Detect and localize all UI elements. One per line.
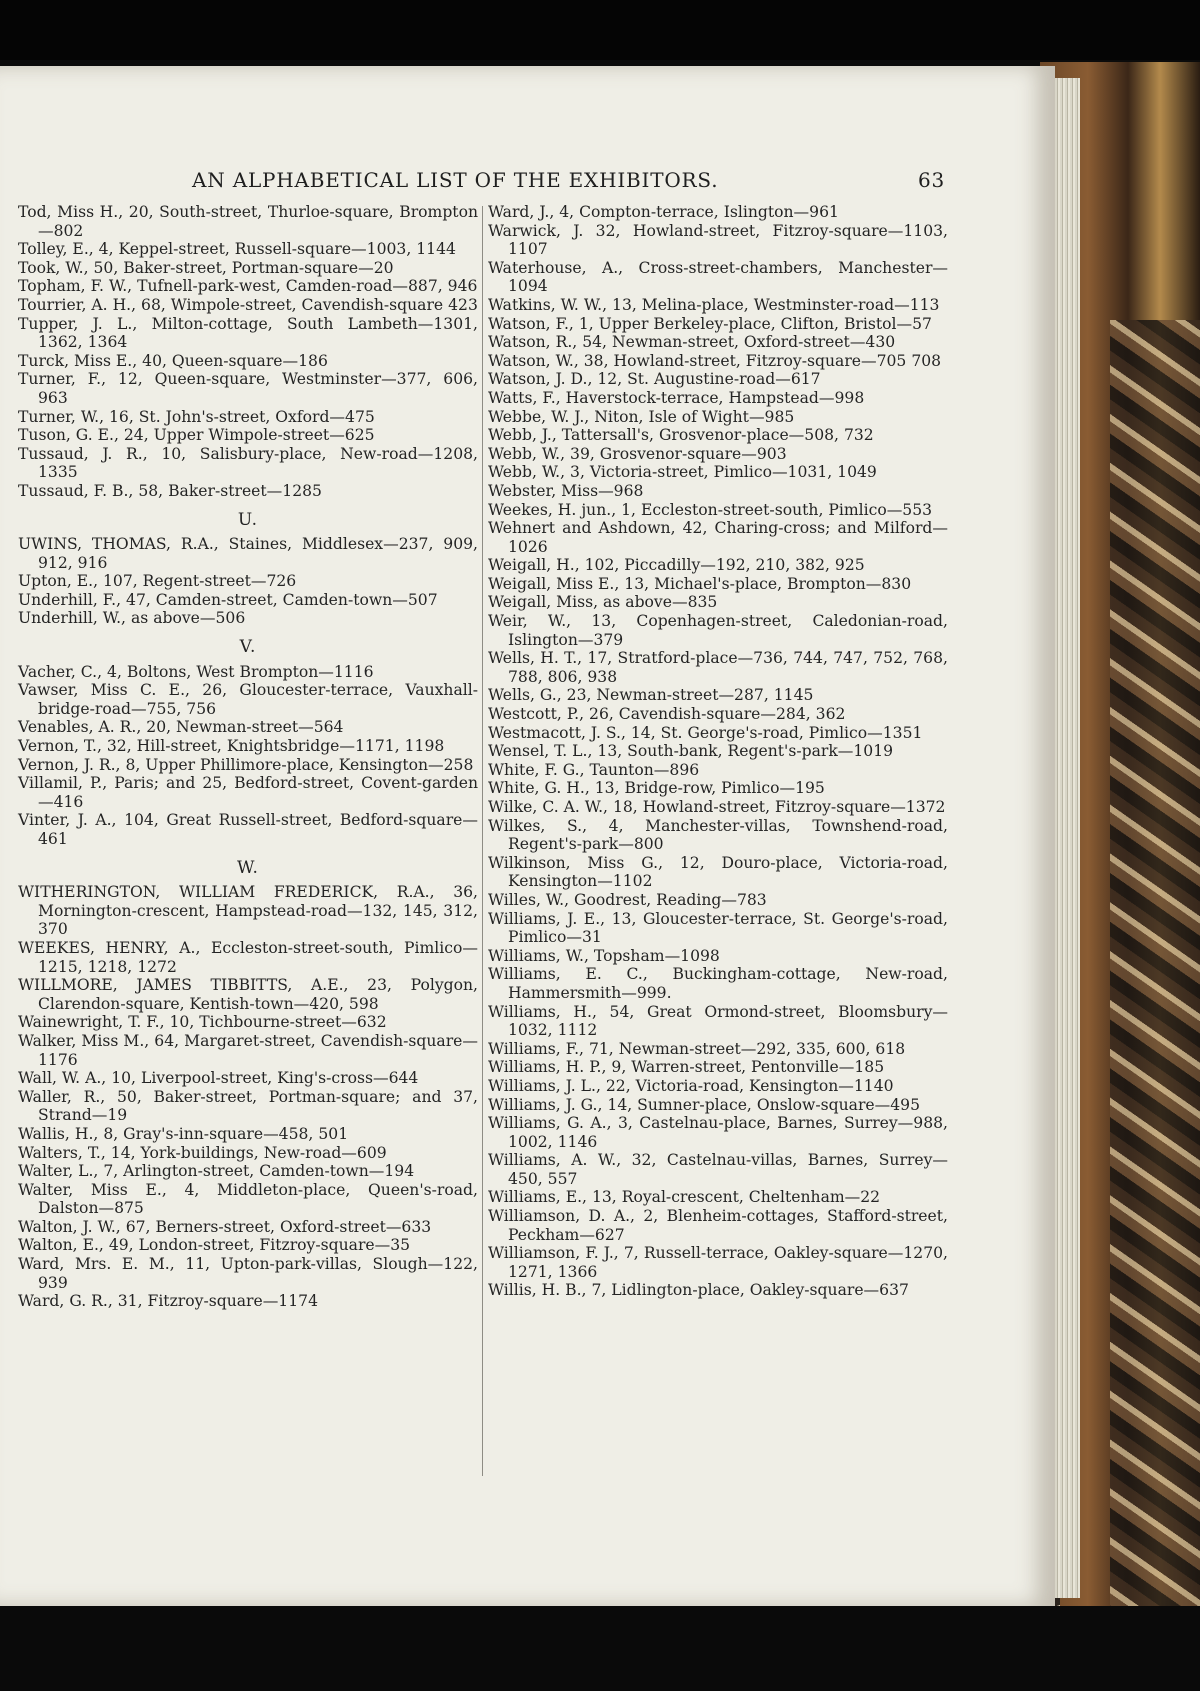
exhibitor-entry: Webb, W., 3, Victoria-street, Pimlico—1031, 1049 bbox=[488, 463, 877, 482]
exhibitor-entry: Watts, F., Haverstock-terrace, Hampstead—998 bbox=[488, 388, 865, 407]
exhibitor-entry: Vacher, C., 4, Boltons, West Brompton—1116 bbox=[18, 662, 374, 681]
exhibitor-entry: Vernon, J. R., 8, Upper Phillimore-place, Kensington—258 bbox=[18, 755, 474, 774]
exhibitor-entry: Vinter, J. A., 104, Great Russell-street, Bedford-square—461 bbox=[18, 811, 478, 848]
exhibitor-entry: Waller, R., 50, Baker-street, Portman-square; and 37, Strand—19 bbox=[18, 1087, 478, 1125]
exhibitor-entry: Williamson, D. A., 2, Blenheim-cottages, Stafford-street, Peckham—627 bbox=[488, 1207, 948, 1244]
exhibitor-entry: Watson, J. D., 12, St. Augustine-road—617 bbox=[488, 370, 821, 389]
entries-v bbox=[18, 663, 478, 849]
exhibitor-entry: Tussaud, J. R., 10, Salisbury-place, New-road—1208, 1335 bbox=[18, 444, 478, 482]
exhibitor-entry: WITHERINGTON, WILLIAM FREDERICK, R.A., 36, Mornington-crescent, Hampstead-road—132, 145, 312, 370 bbox=[18, 883, 478, 939]
exhibitor-entry: Weigall, Miss E., 13, Michael's-place, Brompton—830 bbox=[488, 574, 912, 593]
exhibitor-entry: Webbe, W. J., Niton, Isle of Wight—985 bbox=[488, 407, 795, 426]
exhibitor-entry: Wilkes, S., 4, Manchester-villas, Townshend-road, Regent's-park—800 bbox=[488, 816, 948, 854]
exhibitor-entry: Wilke, C. A. W., 18, Howland-street, Fitzroy-square—1372 bbox=[488, 798, 946, 816]
exhibitor-entry: Walker, Miss M., 64, Margaret-street, Cavendish-square—1176 bbox=[18, 1031, 478, 1069]
exhibitor-entry: Williams, F., 71, Newman-street—292, 335, 600, 618 bbox=[488, 1039, 906, 1058]
page-title: AN ALPHABETICAL LIST OF THE EXHIBITORS. bbox=[192, 168, 719, 192]
exhibitor-entry: Ward, G. R., 31, Fitzroy-square—1174 bbox=[18, 1292, 318, 1311]
exhibitor-entry: Williams, E., 13, Royal-crescent, Cheltenham—22 bbox=[488, 1188, 881, 1207]
exhibitor-entry: Turner, W., 16, St. John's-street, Oxford—475 bbox=[18, 407, 375, 426]
exhibitor-entry: Wall, W. A., 10, Liverpool-street, King's-cross—644 bbox=[18, 1069, 419, 1088]
exhibitor-entry: Wehnert and Ashdown, 42, Charing-cross; and Milford—1026 bbox=[488, 519, 948, 556]
exhibitor-entry: Underhill, W., as above—506 bbox=[18, 609, 246, 628]
exhibitor-entry: Williams, J. G., 14, Sumner-place, Onslow-square—495 bbox=[488, 1095, 921, 1114]
exhibitor-entry: Webb, W., 39, Grosvenor-square—903 bbox=[488, 444, 787, 463]
exhibitor-entry: Williams, H. P., 9, Warren-street, Pentonville—185 bbox=[488, 1058, 885, 1077]
exhibitor-entry: Weigall, Miss, as above—835 bbox=[488, 593, 718, 612]
exhibitor-entry: Underhill, F., 47, Camden-street, Camden-town—507 bbox=[18, 590, 438, 609]
exhibitor-entry: Willes, W., Goodrest, Reading—783 bbox=[488, 890, 767, 909]
exhibitor-entry: White, F. G., Taunton—896 bbox=[488, 760, 700, 779]
exhibitor-entry: Williams, W., Topsham—1098 bbox=[488, 946, 720, 965]
exhibitor-entry: Venables, A. R., 20, Newman-street—564 bbox=[18, 718, 344, 737]
exhibitor-entry: Westmacott, J. S., 14, St. George's-road, Pimlico—1351 bbox=[488, 723, 923, 742]
exhibitor-entry: Wells, G., 23, Newman-street—287, 1145 bbox=[488, 686, 814, 705]
exhibitor-entry: White, G. H., 13, Bridge-row, Pimlico—195 bbox=[488, 779, 825, 798]
exhibitor-entry: Warwick, J. 32, Howland-street, Fitzroy-square—1103, 1107 bbox=[488, 221, 948, 259]
exhibitor-entry: Wells, H. T., 17, Stratford-place—736, 744, 747, 752, 768, 788, 806, 938 bbox=[488, 649, 948, 686]
exhibitor-entry: Took, W., 50, Baker-street, Portman-square—20 bbox=[18, 258, 394, 277]
exhibitor-entry: Tolley, E., 4, Keppel-street, Russell-square—1003, 1144 bbox=[18, 240, 456, 259]
exhibitor-entry: UWINS, THOMAS, R.A., Staines, Middlesex—237, 909, 912, 916 bbox=[18, 535, 478, 572]
exhibitor-entry: Walters, T., 14, York-buildings, New-road—609 bbox=[18, 1143, 387, 1162]
exhibitor-entry: WEEKES, HENRY, A., Eccleston-street-south, Pimlico—1215, 1218, 1272 bbox=[18, 938, 478, 976]
running-header bbox=[0, 168, 960, 194]
exhibitor-entry: Walter, Miss E., 4, Middleton-place, Queen's-road, Dalston—875 bbox=[18, 1180, 478, 1218]
section-heading-w: W. bbox=[237, 857, 259, 878]
exhibitor-entry: Williams, H., 54, Great Ormond-street, Bloomsbury—1032, 1112 bbox=[488, 1002, 948, 1040]
exhibitor-entry: Ward, Mrs. E. M., 11, Upton-park-villas, Slough—122, 939 bbox=[18, 1255, 478, 1292]
exhibitor-entry: Webb, J., Tattersall's, Grosvenor-place—508, 732 bbox=[488, 426, 874, 445]
exhibitor-entry: Weir, W., 13, Copenhagen-street, Caledonian-road, Islington—379 bbox=[488, 612, 948, 649]
exhibitor-entry: Wilkinson, Miss G., 12, Douro-place, Victoria-road, Kensington—1102 bbox=[488, 853, 948, 891]
exhibitor-entry: Vernon, T., 32, Hill-street, Knightsbridge—1171, 1198 bbox=[18, 737, 445, 756]
exhibitor-entry: Tourrier, A. H., 68, Wimpole-street, Cavendish-square 423 bbox=[18, 295, 478, 314]
exhibitor-entry: Ward, J., 4, Compton-terrace, Islington—961 bbox=[488, 203, 839, 221]
exhibitor-entry: Watkins, W. W., 13, Melina-place, Westminster-road—113 bbox=[488, 295, 940, 314]
exhibitor-entry: Walton, J. W., 67, Berners-street, Oxford-street—633 bbox=[18, 1217, 432, 1236]
section-heading-v: V. bbox=[239, 637, 257, 658]
exhibitor-entry: Tussaud, F. B., 58, Baker-street—1285 bbox=[18, 481, 322, 500]
column-divider bbox=[482, 206, 483, 1476]
exhibitor-entry: Wainewright, T. F., 10, Tichbourne-street—632 bbox=[18, 1013, 387, 1032]
right-column bbox=[488, 203, 948, 1300]
exhibitor-entry: Willis, H. B., 7, Lidlington-place, Oakley-square—637 bbox=[488, 1281, 909, 1300]
exhibitor-entry: Williams, A. W., 32, Castelnau-villas, Barnes, Surrey—450, 557 bbox=[488, 1151, 948, 1188]
exhibitor-entry: Westcott, P., 26, Cavendish-square—284, 362 bbox=[488, 705, 846, 724]
exhibitor-entry: Tuson, G. E., 24, Upper Wimpole-street—625 bbox=[18, 426, 375, 445]
exhibitor-entry: Watson, W., 38, Howland-street, Fitzroy-square—705 708 bbox=[488, 351, 942, 370]
section-heading-u: U. bbox=[237, 509, 259, 530]
exhibitor-entry: Weigall, H., 102, Piccadilly—192, 210, 382, 925 bbox=[488, 556, 865, 575]
exhibitor-entry: Williamson, F. J., 7, Russell-terrace, Oakley-square—1270, 1271, 1366 bbox=[488, 1244, 948, 1281]
exhibitor-entry: Walton, E., 49, London-street, Fitzroy-square—35 bbox=[18, 1236, 411, 1255]
exhibitor-entry: Webster, Miss—968 bbox=[488, 481, 644, 500]
exhibitor-entry: Wensel, T. L., 13, South-bank, Regent's-park—1019 bbox=[488, 742, 894, 761]
exhibitor-entry: Topham, F. W., Tufnell-park-west, Camden-road—887, 946 bbox=[18, 277, 478, 296]
entries-t bbox=[18, 203, 478, 501]
exhibitor-entry: WILLMORE, JAMES TIBBITTS, A.E., 23, Polygon, Clarendon-square, Kentish-town—420, 598 bbox=[18, 976, 478, 1013]
exhibitor-entry: Williams, G. A., 3, Castelnau-place, Barnes, Surrey—988, 1002, 1146 bbox=[488, 1114, 948, 1151]
entries-w bbox=[18, 883, 478, 1311]
marbled-endpaper bbox=[1110, 320, 1200, 1620]
exhibitor-entry: Weekes, H. jun., 1, Eccleston-street-south, Pimlico—553 bbox=[488, 500, 933, 519]
exhibitor-entry: Williams, J. L., 22, Victoria-road, Kensington—1140 bbox=[488, 1076, 894, 1095]
exhibitor-entry: Wallis, H., 8, Gray's-inn-square—458, 501 bbox=[18, 1124, 349, 1143]
exhibitor-entry: Upton, E., 107, Regent-street—726 bbox=[18, 572, 297, 591]
exhibitor-entry: Walter, L., 7, Arlington-street, Camden-town—194 bbox=[18, 1162, 415, 1181]
exhibitor-entry: Villamil, P., Paris; and 25, Bedford-street, Covent-garden—416 bbox=[18, 774, 478, 811]
exhibitor-entry: Tod, Miss H., 20, South-street, Thurloe-square, Brompton—802 bbox=[18, 203, 478, 240]
exhibitor-entry: Vawser, Miss C. E., 26, Gloucester-terrace, Vauxhall-bridge-road—755, 756 bbox=[18, 681, 478, 718]
entries-u bbox=[18, 535, 478, 628]
left-column bbox=[18, 203, 478, 1311]
exhibitor-entry: Watson, R., 54, Newman-street, Oxford-street—430 bbox=[488, 333, 896, 352]
exhibitor-entry: Waterhouse, A., Cross-street-chambers, Manchester—1094 bbox=[488, 258, 948, 296]
background-bottom bbox=[0, 1606, 1200, 1691]
exhibitor-entry: Williams, E. C., Buckingham-cottage, New-road, Hammersmith—999. bbox=[488, 965, 948, 1002]
exhibitor-entry: Turck, Miss E., 40, Queen-square—186 bbox=[18, 351, 328, 370]
page-number: 63 bbox=[918, 168, 946, 192]
exhibitor-entry: Tupper, J. L., Milton-cottage, South Lambeth—1301, 1362, 1364 bbox=[18, 314, 478, 352]
exhibitor-entry: Turner, F., 12, Queen-square, Westminster—377, 606, 963 bbox=[18, 370, 478, 407]
exhibitor-entry: Williams, J. E., 13, Gloucester-terrace, St. George's-road, Pimlico—31 bbox=[488, 909, 948, 947]
exhibitor-entry: Watson, F., 1, Upper Berkeley-place, Clifton, Bristol—57 bbox=[488, 314, 932, 333]
background-top bbox=[0, 0, 1200, 60]
entries-w-continued bbox=[488, 203, 948, 1300]
